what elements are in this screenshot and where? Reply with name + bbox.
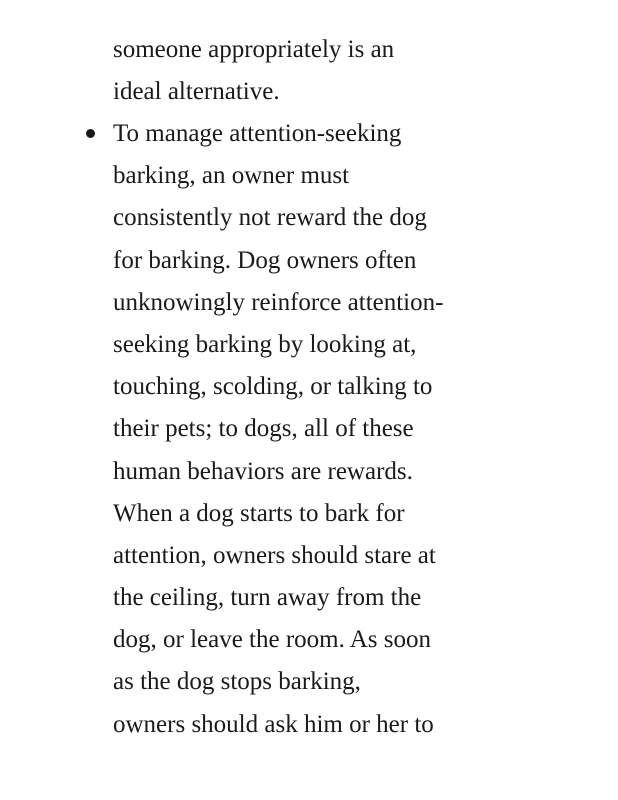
text-line: dog, or leave the room. As soon — [113, 626, 432, 654]
text-line: human behaviors are rewards. — [113, 457, 413, 485]
text-line: as the dog stops barking, — [113, 668, 361, 696]
text-line: consistently not reward the dog — [113, 204, 427, 232]
text-line: attention, owners should stare at — [113, 541, 436, 569]
text-line: seeking barking by looking at, — [113, 330, 417, 358]
text-line: touching, scolding, or talking to — [113, 373, 433, 401]
text-line: someone appropriately is an — [113, 36, 395, 63]
text-line: the ceiling, turn away from the — [113, 584, 422, 612]
text-line: ideal alternative. — [113, 78, 280, 106]
paragraph-continuation — [113, 29, 593, 113]
text-line: To manage attention-seeking — [113, 120, 402, 147]
text-line: their pets; to dogs, all of these — [113, 415, 414, 443]
text-line: When a dog starts to bark for — [113, 499, 405, 527]
text-line: for barking. Dog owners often — [113, 246, 417, 274]
text-line: unknowingly reinforce attention- — [113, 288, 444, 316]
bullet-icon — [86, 129, 95, 138]
text-line: owners should ask him or her to — [113, 710, 434, 738]
bullet-list-item — [113, 113, 593, 746]
text-line: barking, an owner must — [113, 162, 350, 190]
